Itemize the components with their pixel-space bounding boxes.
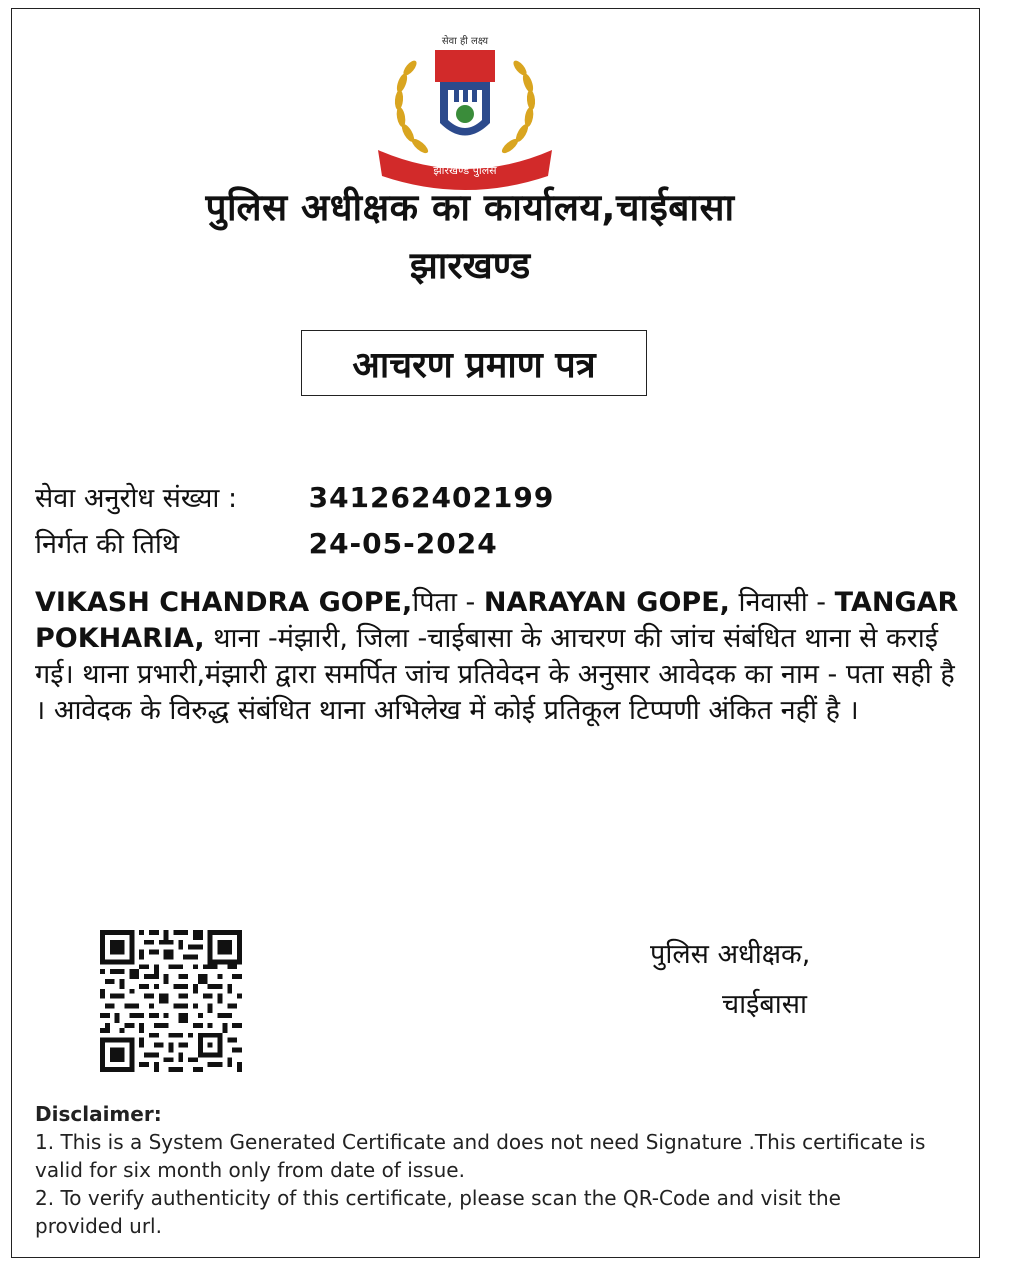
father-label: पिता - [412, 587, 484, 618]
disclaimer-point-1: 1. This is a System Generated Certificate and does not need Signature .This certificate is valid for six month only from date of issue. [35, 1130, 926, 1182]
applicant-name: VIKASH CHANDRA GOPE, [35, 587, 413, 618]
issue-date-label: निर्गत की तिथि [35, 529, 180, 560]
signature-location: चाईबासा [722, 989, 808, 1020]
service-request-row [35, 478, 554, 515]
disclaimer-point-2: 2. To verify authenticity of this certificate, please scan the QR-Code and visit the provided url. [35, 1186, 841, 1238]
certificate-title: आचरण प्रमाण पत्र [301, 330, 647, 396]
office-state: झारखण्ड [409, 244, 531, 287]
service-request-label: सेवा अनुरोध संख्या : [35, 483, 238, 514]
father-name: NARAYAN GOPE, [483, 587, 730, 618]
signature-block [650, 930, 810, 1030]
residence: TANGAR POKHARIA, [35, 587, 959, 654]
issue-date-value: 24-05-2024 [308, 527, 498, 560]
disclaimer [35, 1100, 935, 1240]
disclaimer-heading: Disclaimer: [35, 1102, 162, 1126]
certificate-body [35, 585, 965, 729]
office-title: पुलिस अधीक्षक का कार्यालय,चाईबासा [205, 186, 735, 229]
signature-designation: पुलिस अधीक्षक, [650, 939, 811, 970]
residence-label: निवासी - [729, 587, 827, 618]
service-request-number: 341262402199 [308, 481, 555, 514]
body-remainder: थाना -मंझारी, जिला -चाईबासा के आचरण की जांच संबंधित थाना से कराई गई। थाना प्रभारी,मंझारी द्वारा समर्पित जांच प्रतिवेदन के अनुसार आवेदक का नाम - पता सही है । आवेदक के विरुद्ध संबंधित थाना अभिलेख में कोई प्रतिकूल टिप्पणी अंकित नहीं है । [35, 623, 955, 726]
issue-date-row [35, 524, 498, 561]
emblem-ribbon-text: झारखण्ड पुलिस [433, 164, 497, 177]
jharkhand-police-emblem-icon [370, 28, 560, 198]
qr-code-icon[interactable] [100, 930, 242, 1072]
emblem-motto-text: सेवा ही लक्ष्य [441, 36, 489, 47]
